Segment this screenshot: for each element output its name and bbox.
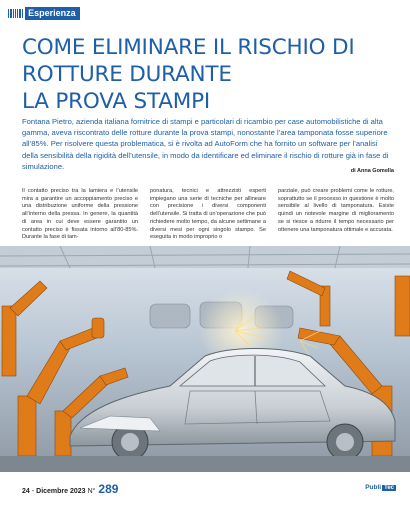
factory-car-body-photo: [0, 246, 410, 472]
author-byline: di Anna Gomella: [350, 168, 394, 174]
section-tag: [8, 6, 80, 20]
issue-prefix: N°: [87, 488, 96, 495]
article-intro: Fontana Pietro, azienda italiana fornitrice di stampi e particolari di ricambio per case automobilistiche di alta gamma, aveva riscontrato delle rotture durante la prova stampi, nonostante l’area tamponata fosse superiore all’85%. Per risolvere questa problematica, si è rivolta ad AutoForm che ha fornito un software per l’analisi della sensibilità della rigidità dell’utensile, in modo da identificare ed eliminare il rischio di rotture già in fase di simulazione.: [22, 117, 389, 171]
issue-date: Dicembre 2023: [36, 488, 86, 495]
headline-line: COME ELIMINARE IL RISCHIO DI: [22, 35, 355, 60]
section-label: Esperienza: [25, 7, 80, 20]
brand-tag: Tec: [384, 484, 394, 491]
brand-name: Publi: [365, 484, 382, 491]
article-headline: [22, 34, 402, 115]
headline-line: ROTTURE DURANTE: [22, 62, 232, 87]
body-column: parziale, può creare problemi come le rotture, soprattutto se il processo in questione è molto sensibile al livello di tamponatura. Esiste quindi un notevole margine di miglioramento se si riesce a ridurre il tempo necessario per ottenere una tamponatura ottimale e accurata.: [278, 188, 394, 233]
body-column: Il contatto preciso tra la lamiera e l’utensile mira a garantire un accoppiamento preciso e una distribuzione uniforme della pressione all’interno della pressa. In genere, la quantità di area in cui deve essere garantito un contatto preciso è fissata intorno all’80-85%. Durante la fase di tam-: [22, 188, 138, 241]
publisher-logo: [365, 484, 396, 491]
section-tag-stripes: [8, 9, 23, 18]
headline-line: LA PROVA STAMPI: [22, 89, 211, 114]
body-columns: [22, 188, 394, 242]
page-footer: 24 - Dicembre 2023 N° 289: [22, 482, 119, 496]
page-number: 24: [22, 488, 30, 495]
body-column: ponatura, tecnici e attrezzisti esperti impiegano una serie di tecniche per allineare con precisione i diversi componenti dell’utensile. Si tratta di un’operazione che può richiedere molto tempo, da alcune settimane a diversi mesi per ogni singolo stampo. Se eseguita in modo improprio o: [150, 188, 266, 241]
issue-number: 289: [98, 482, 119, 496]
